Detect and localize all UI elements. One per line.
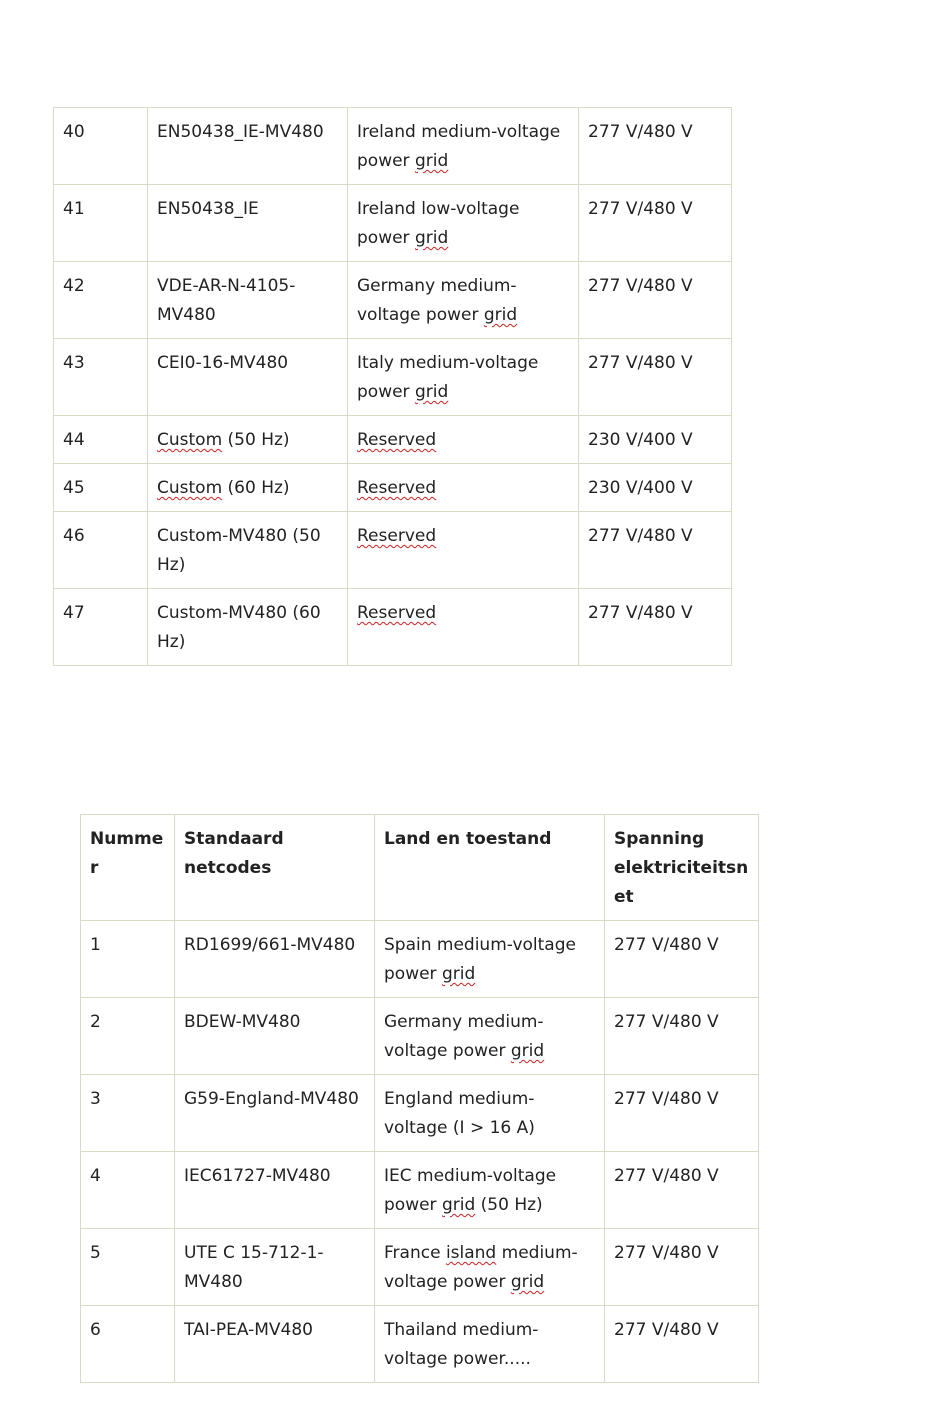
cell-spanning: 277 V/480 V	[579, 512, 732, 589]
cell-land: Thailand medium- voltage power.....	[375, 1306, 605, 1383]
cell-nummer: 46	[54, 512, 148, 589]
cell-spanning: 277 V/480 V	[605, 1229, 759, 1306]
cell-code: IEC61727-MV480	[175, 1152, 375, 1229]
cell-land: Reserved	[348, 589, 579, 666]
cell-code: Custom (50 Hz)	[148, 416, 348, 464]
table-header-row	[81, 815, 759, 921]
cell-nummer: 44	[54, 416, 148, 464]
cell-code: VDE-AR-N-4105- MV480	[148, 262, 348, 339]
cell-code: Custom-MV480 (60 Hz)	[148, 589, 348, 666]
cell-spanning: 277 V/480 V	[605, 1306, 759, 1383]
cell-land: France island medium- voltage power grid	[375, 1229, 605, 1306]
cell-code: EN50438_IE	[148, 185, 348, 262]
cell-spanning: 277 V/480 V	[605, 921, 759, 998]
cell-nummer: 2	[81, 998, 175, 1075]
cell-spanning: 277 V/480 V	[579, 589, 732, 666]
table-row	[54, 185, 732, 262]
cell-code: TAI-PEA-MV480	[175, 1306, 375, 1383]
cell-nummer: 43	[54, 339, 148, 416]
cell-land: Ireland low-voltage power grid	[348, 185, 579, 262]
header-spanning: Spanning elektriciteitsnet	[605, 815, 759, 921]
cell-spanning: 277 V/480 V	[605, 998, 759, 1075]
cell-land: Italy medium-voltage power grid	[348, 339, 579, 416]
cell-nummer: 5	[81, 1229, 175, 1306]
cell-spanning: 277 V/480 V	[579, 185, 732, 262]
cell-code: Custom (60 Hz)	[148, 464, 348, 512]
cell-spanning: 230 V/400 V	[579, 464, 732, 512]
table-row	[54, 589, 732, 666]
cell-land: Germany medium- voltage power grid	[375, 998, 605, 1075]
table-row	[54, 108, 732, 185]
cell-land: England medium-voltage (I > 16 A)	[375, 1075, 605, 1152]
cell-land: Reserved	[348, 464, 579, 512]
cell-nummer: 6	[81, 1306, 175, 1383]
cell-nummer: 3	[81, 1075, 175, 1152]
cell-code: Custom-MV480 (50 Hz)	[148, 512, 348, 589]
table-row	[54, 262, 732, 339]
table-row	[81, 1152, 759, 1229]
cell-nummer: 42	[54, 262, 148, 339]
cell-code: BDEW-MV480	[175, 998, 375, 1075]
table-row	[81, 1075, 759, 1152]
grid-code-table	[80, 814, 759, 1383]
cell-land: IEC medium-voltage power grid (50 Hz)	[375, 1152, 605, 1229]
cell-land: Reserved	[348, 512, 579, 589]
cell-spanning: 277 V/480 V	[579, 339, 732, 416]
cell-land: Ireland medium-voltage power grid	[348, 108, 579, 185]
cell-code: RD1699/661-MV480	[175, 921, 375, 998]
cell-nummer: 40	[54, 108, 148, 185]
cell-spanning: 277 V/480 V	[579, 108, 732, 185]
cell-land: Germany medium- voltage power grid	[348, 262, 579, 339]
table-row	[54, 464, 732, 512]
table-row	[54, 512, 732, 589]
cell-nummer: 41	[54, 185, 148, 262]
table-row	[81, 998, 759, 1075]
cell-spanning: 277 V/480 V	[579, 262, 732, 339]
cell-spanning: 277 V/480 V	[605, 1075, 759, 1152]
cell-nummer: 45	[54, 464, 148, 512]
grid-code-table-continued	[53, 107, 732, 666]
table-row	[81, 921, 759, 998]
header-code: Standaard netcodes	[175, 815, 375, 921]
cell-nummer: 1	[81, 921, 175, 998]
header-land: Land en toestand	[375, 815, 605, 921]
cell-nummer: 47	[54, 589, 148, 666]
table-row	[81, 1229, 759, 1306]
cell-land: Spain medium-voltage power grid	[375, 921, 605, 998]
table-row	[54, 339, 732, 416]
table-row	[81, 1306, 759, 1383]
cell-code: CEI0-16-MV480	[148, 339, 348, 416]
cell-land: Reserved	[348, 416, 579, 464]
cell-code: UTE C 15-712-1- MV480	[175, 1229, 375, 1306]
cell-code: EN50438_IE-MV480	[148, 108, 348, 185]
cell-spanning: 230 V/400 V	[579, 416, 732, 464]
cell-spanning: 277 V/480 V	[605, 1152, 759, 1229]
header-nummer: Nummer	[81, 815, 175, 921]
cell-nummer: 4	[81, 1152, 175, 1229]
cell-code: G59-England-MV480	[175, 1075, 375, 1152]
table-row	[54, 416, 732, 464]
